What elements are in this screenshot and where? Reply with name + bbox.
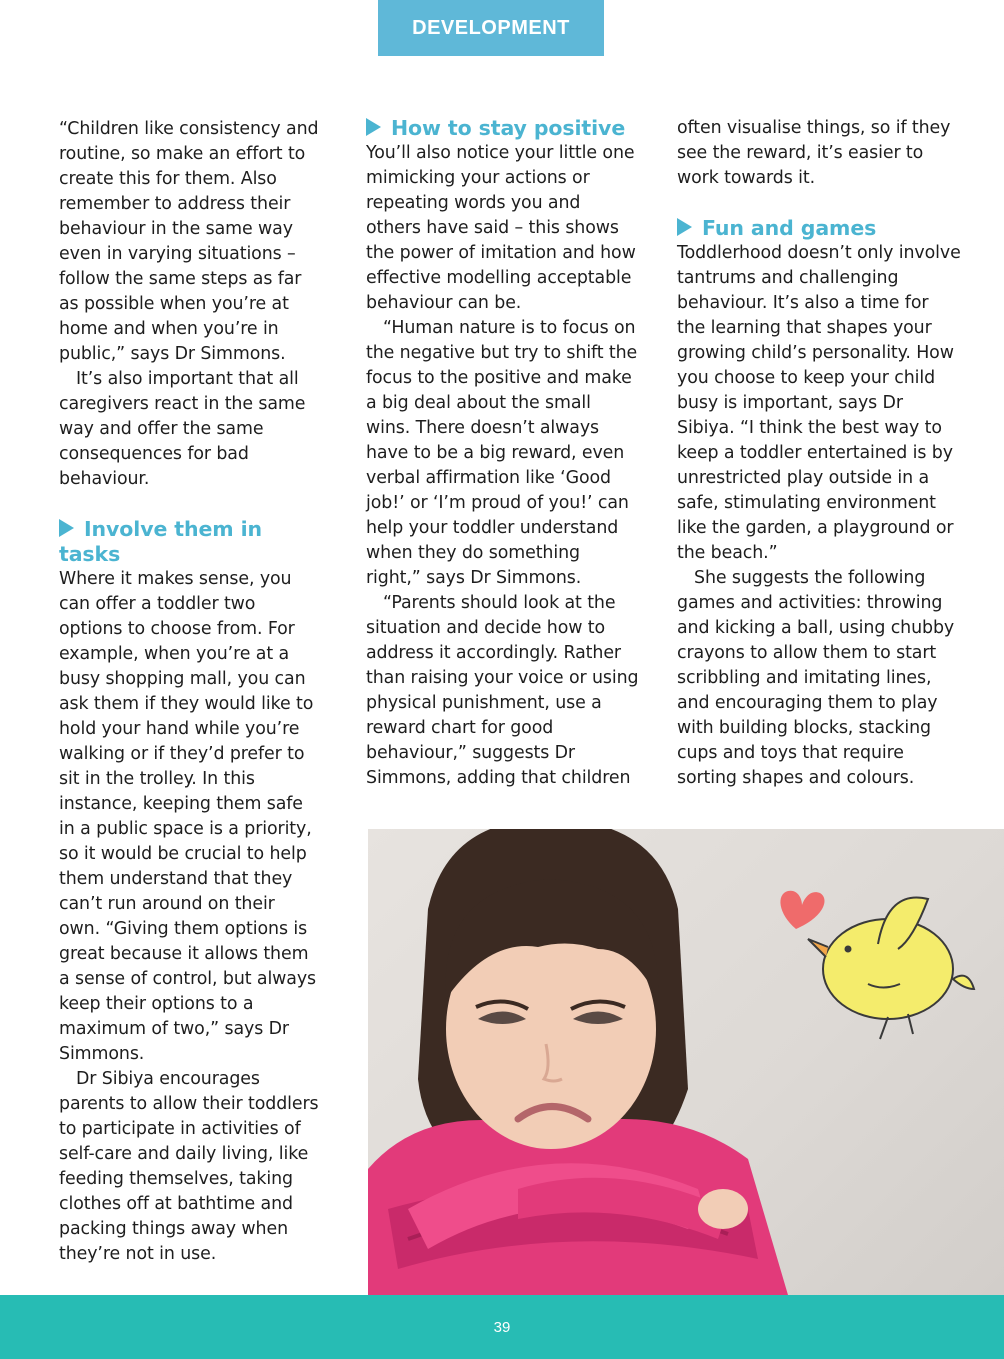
page-number: 39 [493,1318,511,1336]
paragraph: “Parents should look at the situation and decide how to address it accordingly. Rather than raising your voice or using physical punishment, use a reward chart for good behaviour,” suggests Dr Simmons, adding that children [366,593,639,788]
paragraph: She suggests the following games and activities: throwing and kicking a ball, using chubby crayons to allow them to start scribbling and imitating lines, and encouraging them to play with building blocks, stacking cups and toys that require sorting shapes and colours. [677,568,955,788]
paragraph: Toddlerhood doesn’t only involve tantrums and challenging behaviour. It’s also a time for the learning that shapes your growing child’s personality. How you choose to keep your child busy is important, says Dr Sibiya. “I think the best way to keep a toddler entertained is by unrestricted play outside in a safe, stimulating environment like the garden, a playground or the beach.” [677,243,961,563]
paragraph: Where it makes sense, you can offer a toddler two options to choose from. For example, when you’re at a busy shopping mall, you can ask them if they would like to hold your hand while you’re walking or if they’d prefer to sit in the trolley. In this instance, keeping them safe in a public space is a priority, so it would be crucial to help them understand that they can’t run around on their own. “Giving them options is great because it allows them a sense of control, but always keep their options to a maximum of two,” says Dr Simmons. [59,569,317,1064]
paragraph: “Human nature is to focus on the negative but try to shift the focus to the positive and make a big deal about the small wins. There doesn’t always have to be a big reward, even verbal affirmation like ‘Good job!’ or ‘I’m proud of you!’ can help your toddler understand when they do something right,” says Dr Simmons. [366,318,638,588]
paragraph: It’s also important that all caregivers react in the same way and offer the same consequences for bad behaviour. [59,369,306,489]
subheading-text: Involve them in tasks [59,517,263,566]
paragraph: Dr Sibiya encourages parents to allow their toddlers to participate in activities of self-care and daily living, like feeding themselves, taking clothes off at bathtime and packing things away when they’re not in use. [59,1069,319,1264]
subheading-positive [366,116,639,141]
grumpy-toddler-illustration [368,829,1004,1295]
paragraph: “Children like consistency and routine, so make an effort to create this for them. Also remember to address their behaviour in the same way even in varying situations – follow the same steps as far as possible when you’re at home and when you’re in public,” says Dr Simmons. [59,119,319,364]
section-tag: DEVELOPMENT [378,0,604,56]
play-arrow-icon [677,218,692,236]
column-3 [677,116,962,791]
subheading-involve [59,517,321,567]
subheading-text: How to stay positive [391,116,626,140]
heart-icon [780,891,824,929]
subheading-text: Fun and games [702,216,877,240]
column-2 [366,116,639,791]
play-arrow-icon [59,519,74,537]
bird-icon [808,897,974,1039]
page-footer [0,1295,1004,1359]
column-1 [59,117,321,1267]
paragraph: You’ll also notice your little one mimicking your actions or repeating words you and others have said – this shows the power of imitation and how effective modelling acceptable behaviour can be. [366,143,636,313]
paragraph: often visualise things, so if they see the reward, it’s easier to work towards it. [677,118,951,188]
play-arrow-icon [366,118,381,136]
subheading-fun [677,216,962,241]
toddler-photo [368,829,1004,1295]
